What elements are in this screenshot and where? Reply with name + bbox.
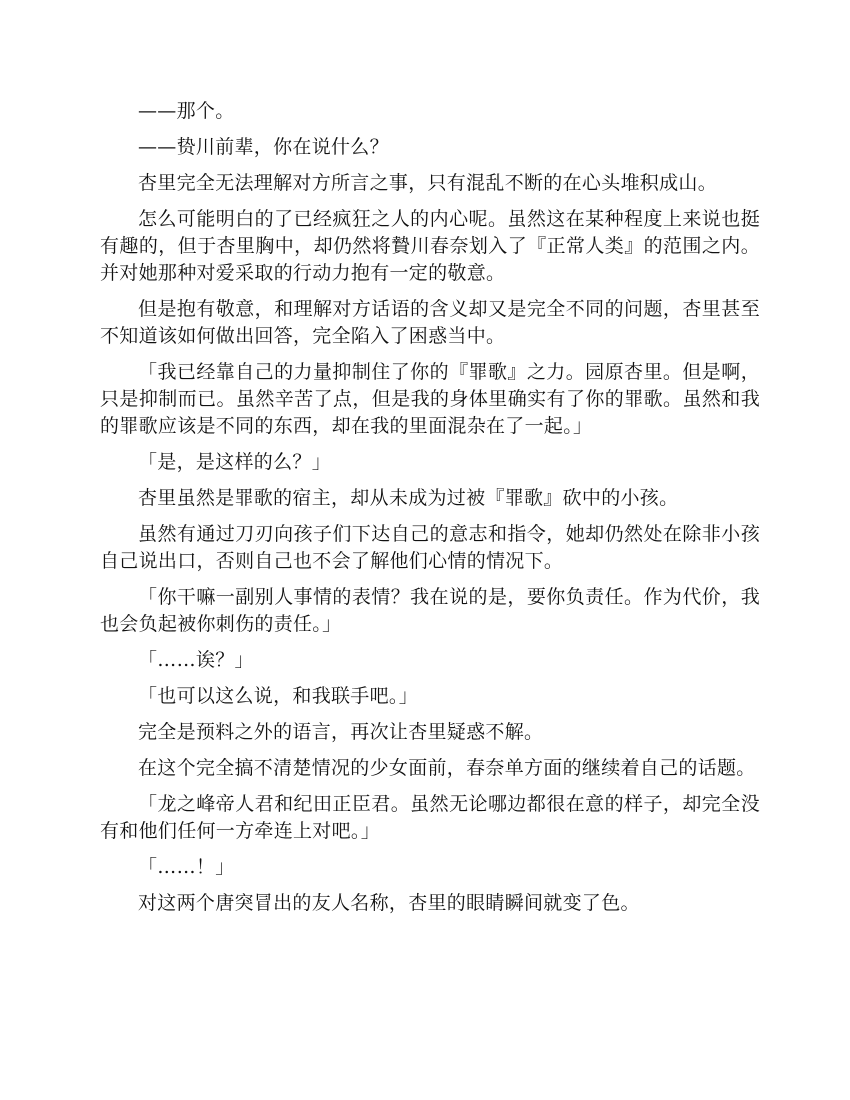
paragraph: 「也可以这么说，和我联手吧。」 [138, 685, 419, 707]
paragraph: 「龙之峰帝人君和纪田正臣君。虽然无论哪边都很在意的样子，却完全没有和他们任何一方牵连上对吧。」 [100, 793, 760, 842]
paragraph: 但是抱有敬意，和理解对方话语的含义却又是完全不同的问题，杏里甚至不知道该如何做出回答，完全陷入了困惑当中。 [100, 298, 760, 347]
paragraph: 「……诶？」 [138, 649, 254, 671]
paragraph: 对这两个唐突冒出的友人名称，杏里的眼睛瞬间就变了色。 [138, 892, 640, 914]
paragraph: 完全是预料之外的语言，再次让杏里疑惑不解。 [138, 721, 544, 743]
paragraph: 「我已经靠自己的力量抑制住了你的『罪歌』之力。园原杏里。但是啊，只是抑制而已。虽然辛苦了点，但是我的身体里确实有了你的罪歌。虽然和我的罪歌应该是不同的东西，却在我的里面混杂在了一起。」 [100, 361, 760, 437]
body-text [100, 98, 760, 926]
paragraph: 「是，是这样的么？」 [138, 451, 332, 473]
paragraph: 杏里虽然是罪歌的宿主，却从未成为过被『罪歌』砍中的小孩。 [138, 487, 679, 509]
paragraph: 杏里完全无法理解对方所言之事，只有混乱不断的在心头堆积成山。 [138, 172, 718, 194]
paragraph: 虽然有通过刀刃向孩子们下达自己的意志和指令，她却仍然处在除非小孩自己说出口，否则自己也不会了解他们心情的情况下。 [100, 523, 760, 572]
paragraph: 「你干嘛一副别人事情的表情？我在说的是，要你负责任。作为代价，我也会负起被你刺伤的责任。」 [100, 586, 760, 635]
paragraph: 「……！」 [138, 856, 235, 878]
paragraph: ——贽川前辈，你在说什么？ [138, 136, 389, 158]
paragraph: ——那个。 [138, 100, 235, 122]
paragraph: 在这个完全搞不清楚情况的少女面前，春奈单方面的继续着自己的话题。 [138, 757, 756, 779]
paragraph: 怎么可能明白的了已经疯狂之人的内心呢。虽然这在某种程度上来说也挺有趣的，但于杏里胸中，却仍然将贄川春奈划入了『正常人类』的范围之内。并对她那种对爱采取的行动力抱有一定的敬意。 [100, 208, 760, 284]
